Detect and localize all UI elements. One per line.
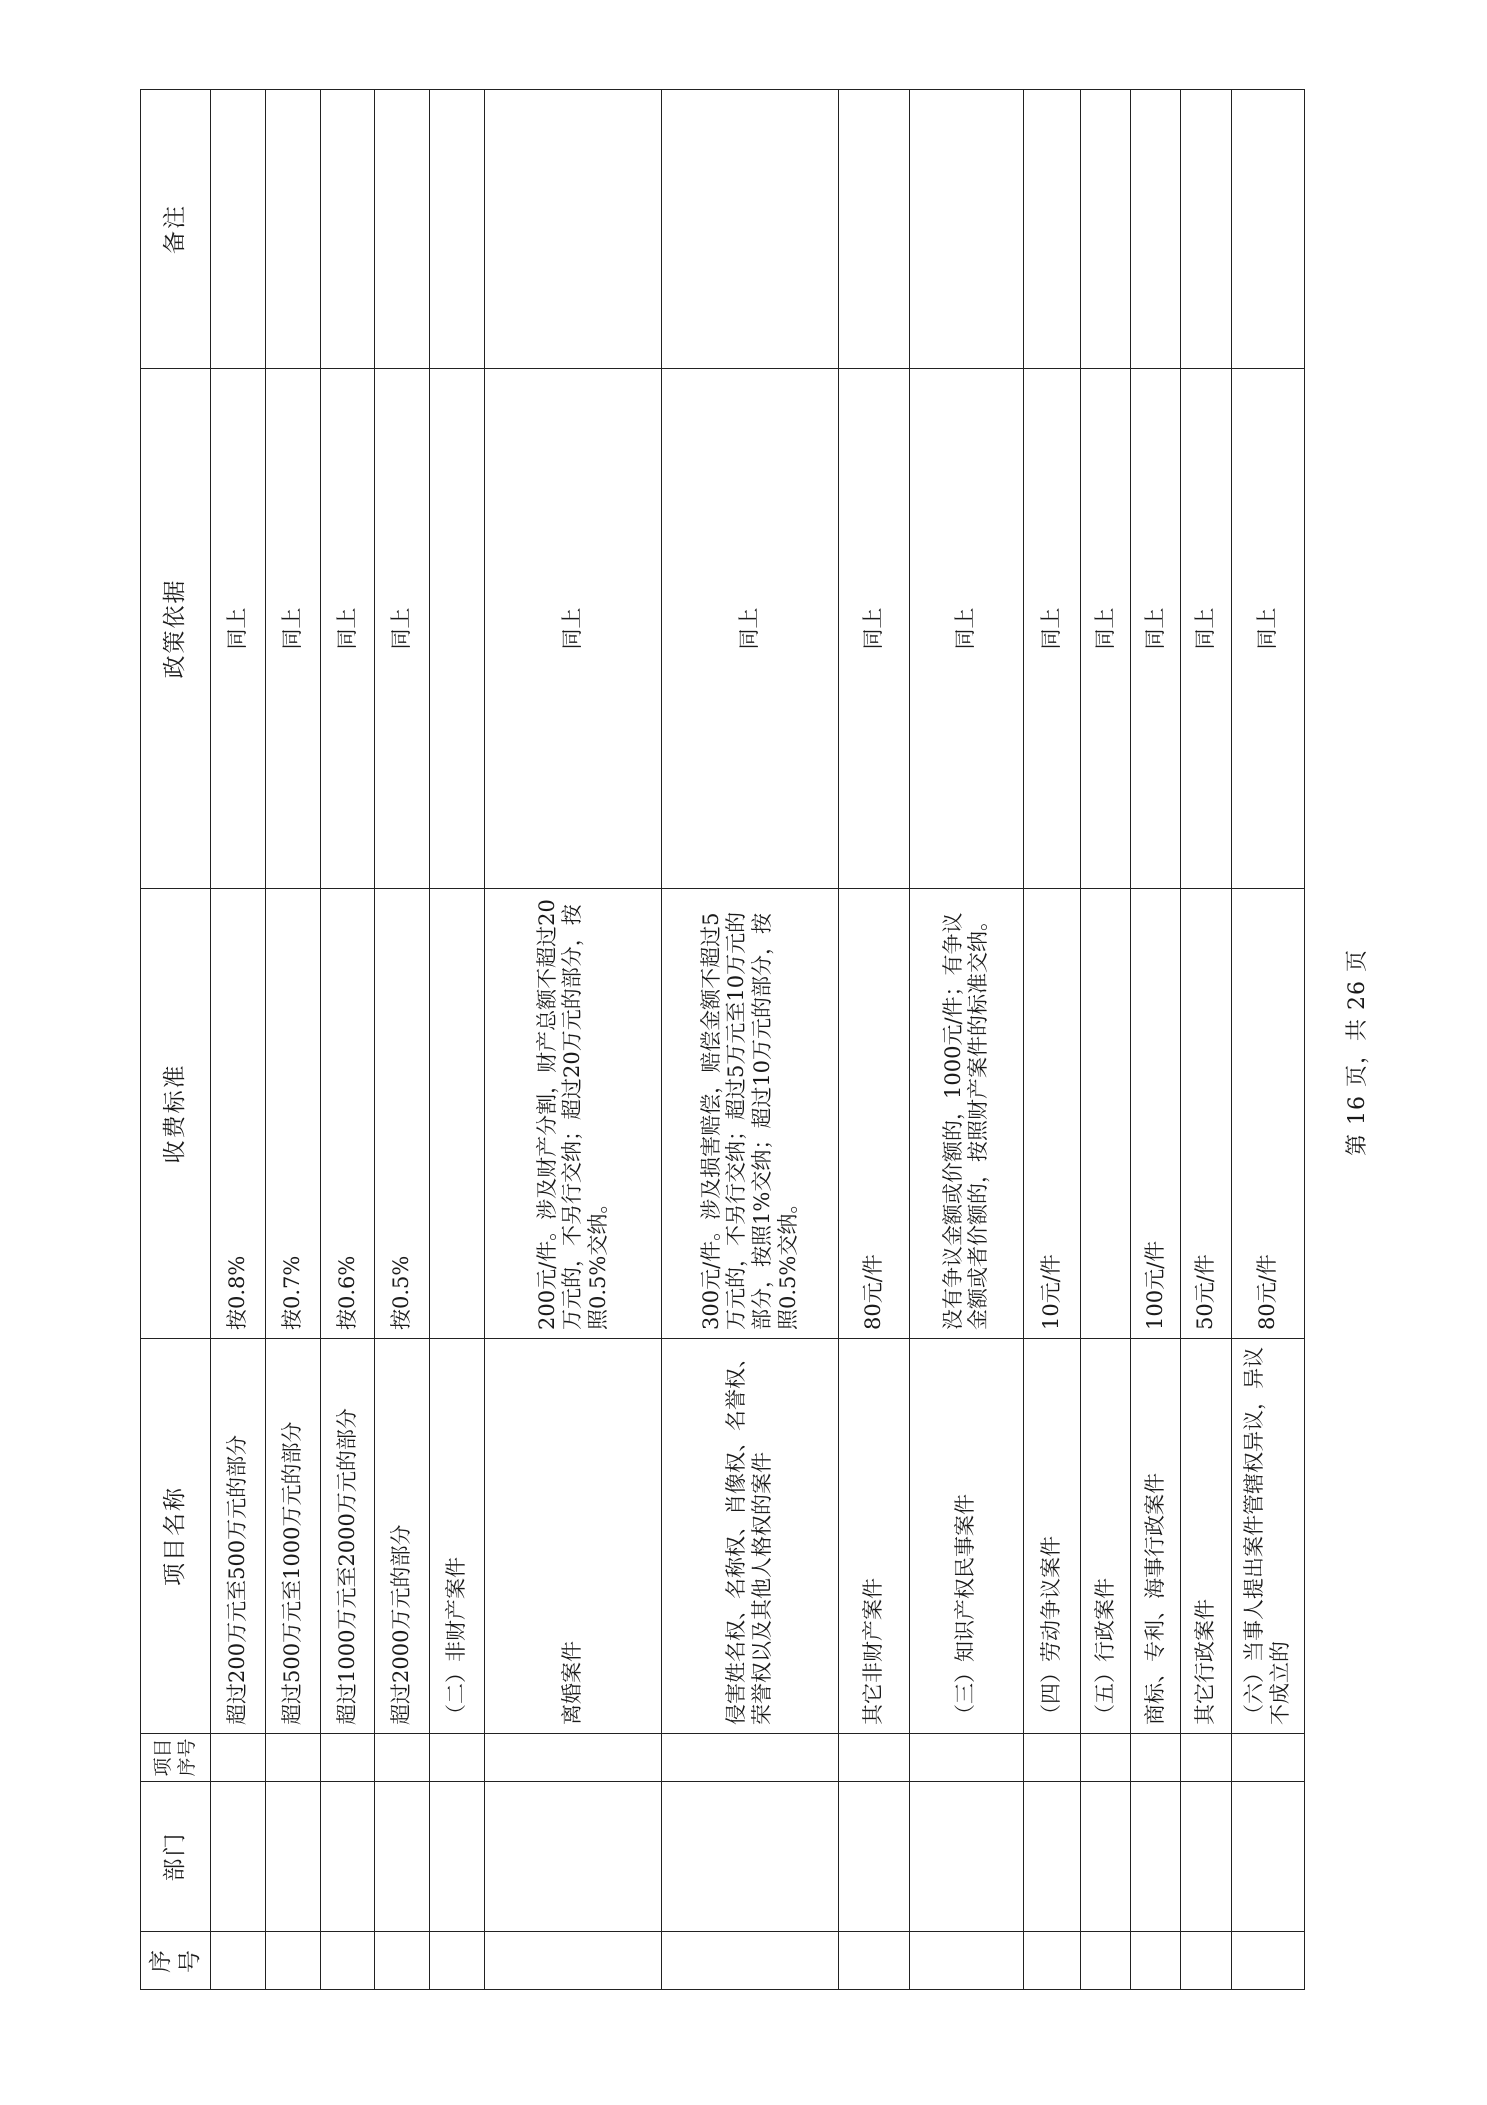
cell-basis bbox=[430, 369, 485, 889]
cell-dept bbox=[1231, 1782, 1304, 1932]
cell-dept bbox=[484, 1782, 661, 1932]
header-note: 备注 bbox=[141, 90, 211, 369]
cell-basis: 同上 bbox=[1080, 369, 1130, 889]
cell-item-no bbox=[1023, 1734, 1080, 1782]
cell-name: 其它行政案件 bbox=[1181, 1339, 1231, 1734]
cell-item-no bbox=[320, 1734, 375, 1782]
cell-item-no bbox=[375, 1734, 430, 1782]
cell-item-no bbox=[909, 1734, 1023, 1782]
table-row bbox=[265, 90, 320, 1990]
cell-name: 离婚案件 bbox=[484, 1339, 661, 1734]
cell-name: 超过2000万元的部分 bbox=[375, 1339, 430, 1734]
cell-seq bbox=[484, 1932, 661, 1990]
cell-seq bbox=[375, 1932, 430, 1990]
cell-note bbox=[1023, 90, 1080, 369]
cell-note bbox=[265, 90, 320, 369]
table-row bbox=[1131, 90, 1181, 1990]
table-row bbox=[1023, 90, 1080, 1990]
cell-standard: 200元/件。涉及财产分割，财产总额不超过20万元的，不另行交纳；超过20万元的部分，按照0.5%交纳。 bbox=[484, 889, 661, 1339]
cell-basis: 同上 bbox=[265, 369, 320, 889]
table-row bbox=[484, 90, 661, 1990]
header-item-no: 项目序号 bbox=[141, 1734, 211, 1782]
cell-dept bbox=[211, 1782, 266, 1932]
cell-seq bbox=[909, 1932, 1023, 1990]
cell-name: （六）当事人提出案件管辖权异议，异议不成立的 bbox=[1231, 1339, 1304, 1734]
cell-name: 商标、专利、海事行政案件 bbox=[1131, 1339, 1181, 1734]
cell-standard bbox=[1080, 889, 1130, 1339]
cell-basis: 同上 bbox=[484, 369, 661, 889]
cell-dept bbox=[265, 1782, 320, 1932]
table-row bbox=[1080, 90, 1130, 1990]
cell-basis: 同上 bbox=[1231, 369, 1304, 889]
cell-note bbox=[430, 90, 485, 369]
cell-note bbox=[1181, 90, 1231, 369]
cell-standard: 10元/件 bbox=[1023, 889, 1080, 1339]
table-row bbox=[661, 90, 838, 1990]
cell-dept bbox=[909, 1782, 1023, 1932]
cell-name: （二）非财产案件 bbox=[430, 1339, 485, 1734]
cell-seq bbox=[211, 1932, 266, 1990]
cell-item-no bbox=[1231, 1734, 1304, 1782]
table-row bbox=[320, 90, 375, 1990]
cell-name: （三）知识产权民事案件 bbox=[909, 1339, 1023, 1734]
cell-name: （五）行政案件 bbox=[1080, 1339, 1130, 1734]
cell-note bbox=[211, 90, 266, 369]
cell-standard: 80元/件 bbox=[838, 889, 909, 1339]
cell-item-no bbox=[838, 1734, 909, 1782]
cell-seq bbox=[1023, 1932, 1080, 1990]
cell-dept bbox=[320, 1782, 375, 1932]
cell-standard: 按0.6% bbox=[320, 889, 375, 1339]
cell-item-no bbox=[265, 1734, 320, 1782]
table-row bbox=[838, 90, 909, 1990]
header-basis: 政策依据 bbox=[141, 369, 211, 889]
cell-basis: 同上 bbox=[838, 369, 909, 889]
cell-basis: 同上 bbox=[320, 369, 375, 889]
cell-basis: 同上 bbox=[909, 369, 1023, 889]
cell-note bbox=[1131, 90, 1181, 369]
table-row bbox=[211, 90, 266, 1990]
page-number: 第 16 页，共 26 页 bbox=[1345, 949, 1370, 1156]
cell-standard: 80元/件 bbox=[1231, 889, 1304, 1339]
fee-table bbox=[140, 89, 1305, 1990]
cell-basis: 同上 bbox=[1023, 369, 1080, 889]
header-standard: 收费标准 bbox=[141, 889, 211, 1339]
cell-note bbox=[375, 90, 430, 369]
cell-note bbox=[320, 90, 375, 369]
cell-standard bbox=[430, 889, 485, 1339]
cell-note bbox=[838, 90, 909, 369]
cell-item-no bbox=[1131, 1734, 1181, 1782]
cell-dept bbox=[375, 1782, 430, 1932]
cell-seq bbox=[1080, 1932, 1130, 1990]
header-dept: 部门 bbox=[141, 1782, 211, 1932]
cell-note bbox=[484, 90, 661, 369]
cell-basis: 同上 bbox=[1181, 369, 1231, 889]
cell-note bbox=[1231, 90, 1304, 369]
cell-standard: 50元/件 bbox=[1181, 889, 1231, 1339]
cell-name: 超过1000万元至2000万元的部分 bbox=[320, 1339, 375, 1734]
cell-dept bbox=[1181, 1782, 1231, 1932]
cell-seq bbox=[1131, 1932, 1181, 1990]
cell-dept bbox=[1080, 1782, 1130, 1932]
cell-standard: 100元/件 bbox=[1131, 889, 1181, 1339]
table-row bbox=[1181, 90, 1231, 1990]
cell-standard: 按0.7% bbox=[265, 889, 320, 1339]
cell-note bbox=[909, 90, 1023, 369]
cell-item-no bbox=[430, 1734, 485, 1782]
cell-dept bbox=[838, 1782, 909, 1932]
cell-standard: 没有争议金额或价额的，1000元/件；有争议金额或者价额的，按照财产案件的标准交纳。 bbox=[909, 889, 1023, 1339]
table-row bbox=[1231, 90, 1304, 1990]
cell-basis: 同上 bbox=[661, 369, 838, 889]
cell-standard: 按0.8% bbox=[211, 889, 266, 1339]
cell-name: 超过500万元至1000万元的部分 bbox=[265, 1339, 320, 1734]
cell-basis: 同上 bbox=[1131, 369, 1181, 889]
cell-seq bbox=[661, 1932, 838, 1990]
cell-name: 其它非财产案件 bbox=[838, 1339, 909, 1734]
header-seq: 序号 bbox=[141, 1932, 211, 1990]
cell-basis: 同上 bbox=[375, 369, 430, 889]
cell-note bbox=[661, 90, 838, 369]
cell-item-no bbox=[1080, 1734, 1130, 1782]
cell-seq bbox=[430, 1932, 485, 1990]
header-name: 项目名称 bbox=[141, 1339, 211, 1734]
cell-seq bbox=[265, 1932, 320, 1990]
table-row bbox=[430, 90, 485, 1990]
cell-note bbox=[1080, 90, 1130, 369]
cell-standard: 300元/件。涉及损害赔偿，赔偿金额不超过5万元的，不另行交纳；超过5万元至10万元的部分，按照1%交纳；超过10万元的部分，按照0.5%交纳。 bbox=[661, 889, 838, 1339]
table-row bbox=[375, 90, 430, 1990]
cell-item-no bbox=[484, 1734, 661, 1782]
cell-seq bbox=[1181, 1932, 1231, 1990]
cell-dept bbox=[661, 1782, 838, 1932]
cell-name: （四）劳动争议案件 bbox=[1023, 1339, 1080, 1734]
cell-item-no bbox=[211, 1734, 266, 1782]
cell-standard: 按0.5% bbox=[375, 889, 430, 1339]
cell-item-no bbox=[1181, 1734, 1231, 1782]
cell-dept bbox=[1131, 1782, 1181, 1932]
header-row bbox=[141, 90, 211, 1990]
cell-seq bbox=[320, 1932, 375, 1990]
cell-basis: 同上 bbox=[211, 369, 266, 889]
table-row bbox=[909, 90, 1023, 1990]
cell-seq bbox=[838, 1932, 909, 1990]
cell-seq bbox=[1231, 1932, 1304, 1990]
cell-dept bbox=[1023, 1782, 1080, 1932]
cell-dept bbox=[430, 1782, 485, 1932]
cell-name: 侵害姓名权、名称权、肖像权、名誉权、荣誉权以及其他人格权的案件 bbox=[661, 1339, 838, 1734]
cell-item-no bbox=[661, 1734, 838, 1782]
cell-name: 超过200万元至500万元的部分 bbox=[211, 1339, 266, 1734]
